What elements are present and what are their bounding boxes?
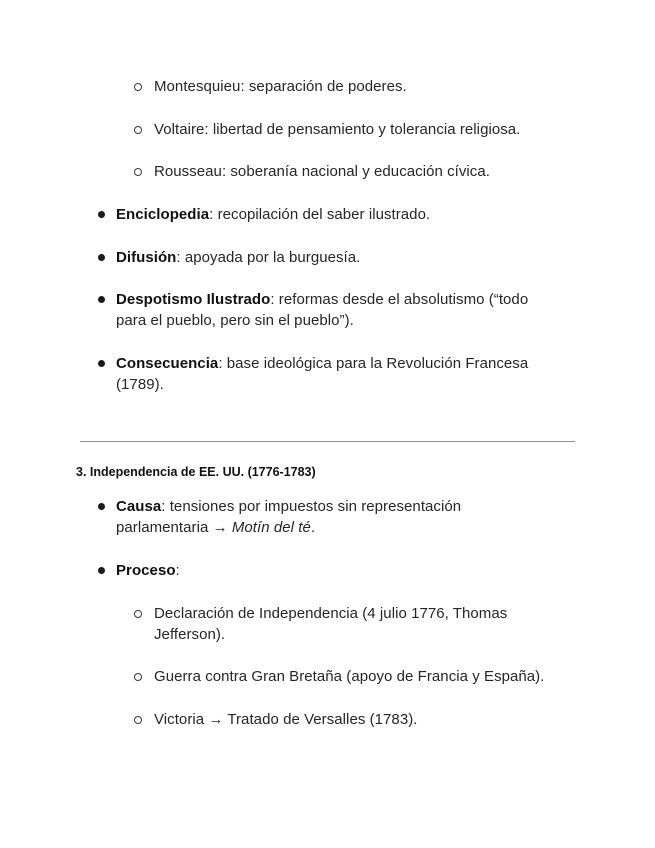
circle-bullet-icon bbox=[134, 126, 142, 134]
point-despotismo-line2: para el pueblo, pero sin el pueblo”). bbox=[116, 312, 354, 329]
proceso-item-declaracion-line2: Jefferson). bbox=[154, 626, 226, 643]
proceso-item-victoria: Victoria → Tratado de Versalles (1783). bbox=[154, 711, 418, 728]
philosopher-rousseau: Rousseau: soberanía nacional y educación cívica. bbox=[154, 163, 490, 180]
circle-bullet-icon bbox=[134, 716, 142, 724]
term-label: Enciclopedia bbox=[116, 206, 210, 223]
point-causa-line2 bbox=[116, 517, 315, 538]
point-consecuencia bbox=[116, 353, 528, 374]
point-difusion bbox=[116, 247, 360, 268]
circle-bullet-icon bbox=[134, 83, 142, 91]
point-text: : recopilación del saber ilustrado. bbox=[209, 206, 431, 223]
point-consecuencia-line2: (1789). bbox=[116, 376, 164, 393]
point-enciclopedia bbox=[116, 204, 430, 225]
philosopher-voltaire: Voltaire: libertad de pensamiento y tolerancia religiosa. bbox=[154, 121, 521, 138]
term-label: Consecuencia bbox=[116, 355, 219, 372]
causa-prefix: parlamentaria → bbox=[116, 519, 232, 536]
term-label: Difusión bbox=[116, 249, 177, 266]
causa-suffix: . bbox=[310, 519, 316, 536]
philosopher-montesquieu: Montesquieu: separación de poderes. bbox=[154, 78, 407, 95]
causa-italic: Motín del té bbox=[231, 519, 311, 536]
proceso-item-declaracion: Declaración de Independencia (4 julio 1776, Thomas bbox=[154, 605, 508, 622]
section-heading: 3. Independencia de EE. UU. (1776-1783) bbox=[76, 465, 316, 479]
point-proceso bbox=[116, 560, 180, 581]
disc-bullet-icon bbox=[98, 567, 105, 574]
disc-bullet-icon bbox=[98, 254, 105, 261]
horizontal-divider bbox=[80, 441, 575, 442]
circle-bullet-icon bbox=[134, 610, 142, 618]
point-text: : reformas desde el absolutismo (“todo bbox=[270, 291, 529, 308]
disc-bullet-icon bbox=[98, 360, 105, 367]
point-text: : bbox=[175, 562, 180, 579]
point-text: : base ideológica para la Revolución Francesa bbox=[218, 355, 529, 372]
disc-bullet-icon bbox=[98, 503, 105, 510]
point-text: : apoyada por la burguesía. bbox=[176, 249, 361, 266]
circle-bullet-icon bbox=[134, 168, 142, 176]
circle-bullet-icon bbox=[134, 673, 142, 681]
point-despotismo bbox=[116, 289, 528, 310]
point-text: : tensiones por impuestos sin representación bbox=[161, 498, 462, 515]
point-causa bbox=[116, 496, 461, 517]
proceso-item-guerra: Guerra contra Gran Bretaña (apoyo de Francia y España). bbox=[154, 668, 545, 685]
term-label: Causa bbox=[116, 498, 162, 515]
disc-bullet-icon bbox=[98, 296, 105, 303]
term-label: Proceso bbox=[116, 562, 176, 579]
disc-bullet-icon bbox=[98, 211, 105, 218]
term-label: Despotismo Ilustrado bbox=[116, 291, 271, 308]
